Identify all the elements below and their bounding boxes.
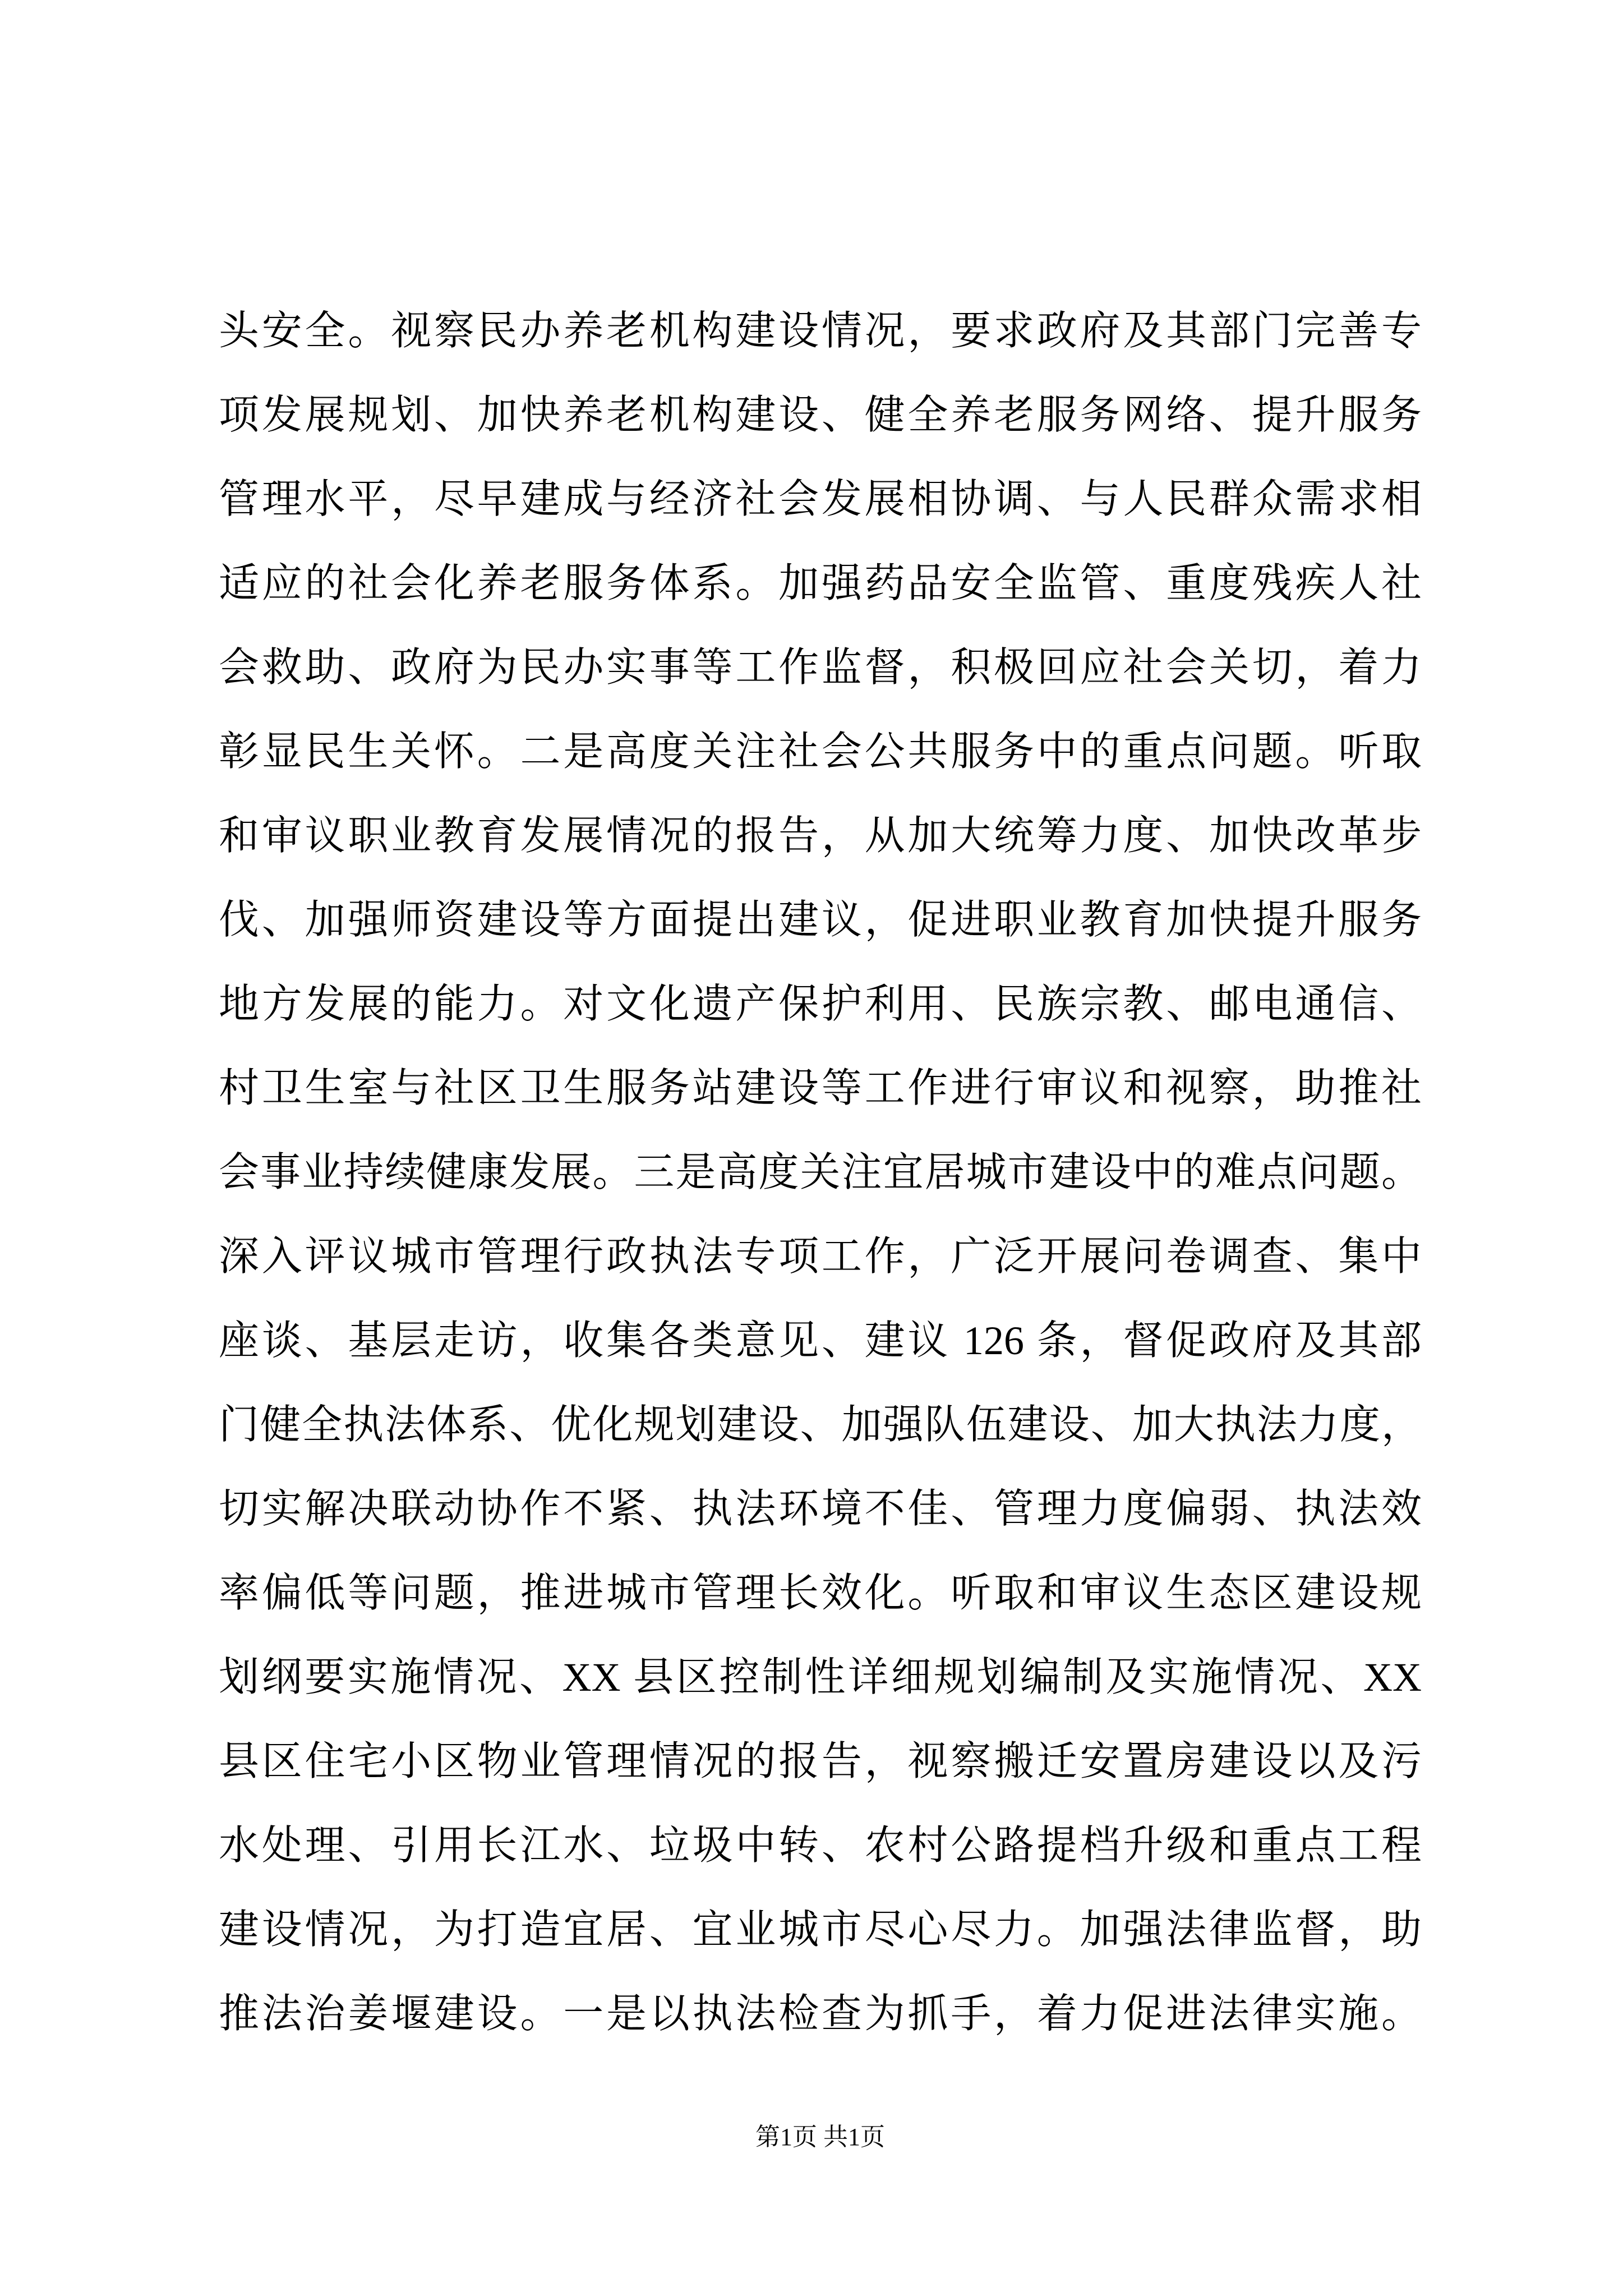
text-line: 切实解决联动协作不紧、执法环境不佳、管理力度偏弱、执法效 xyxy=(219,1487,1422,1531)
text-line: 地方发展的能力。对文化遗产保护利用、民族宗教、邮电通信、 xyxy=(219,982,1422,1027)
text-line: 水处理、引用长江水、垃圾中转、农村公路提档升级和重点工程 xyxy=(219,1823,1422,1868)
text-line: 深入评议城市管理行政执法专项工作，广泛开展问卷调查、集中 xyxy=(219,1234,1422,1279)
text-line: 管理水平，尽早建成与经济社会发展相协调、与人民群众需求相 xyxy=(219,477,1422,522)
page-number-indicator: 第1页 共1页 xyxy=(755,2123,885,2151)
text-line: 项发展规划、加快养老机构建设、健全养老服务网络、提升服务 xyxy=(219,393,1422,438)
body-text-paragraph xyxy=(219,289,1422,2056)
text-line: 门健全执法体系、优化规划建设、加强队伍建设、加大执法力度， xyxy=(219,1402,1422,1447)
text-line: 和审议职业教育发展情况的报告，从加大统筹力度、加快改革步 xyxy=(219,813,1422,858)
text-line: 县区住宅小区物业管理情况的报告，视察搬迁安置房建设以及污 xyxy=(219,1739,1422,1784)
text-line: 彰显民生关怀。二是高度关注社会公共服务中的重点问题。听取 xyxy=(219,729,1422,774)
text-line: 率偏低等问题，推进城市管理长效化。听取和审议生态区建设规 xyxy=(219,1571,1422,1616)
text-line: 会救助、政府为民办实事等工作监督，积极回应社会关切，着力 xyxy=(219,645,1422,690)
text-line: 会事业持续健康发展。三是高度关注宜居城市建设中的难点问题。 xyxy=(219,1150,1422,1195)
text-line: 推法治姜堰建设。一是以执法检查为抓手，着力促进法律实施。 xyxy=(219,1991,1422,2036)
text-line: 划纲要实施情况、XX 县区控制性详细规划编制及实施情况、XX xyxy=(219,1655,1422,1700)
text-line: 头安全。视察民办养老机构建设情况，要求政府及其部门完善专 xyxy=(219,309,1422,353)
text-line: 建设情况，为打造宜居、宜业城市尽心尽力。加强法律监督，助 xyxy=(219,1907,1422,1952)
text-line: 座谈、基层走访，收集各类意见、建议 126 条，督促政府及其部 xyxy=(219,1318,1422,1363)
text-line: 适应的社会化养老服务体系。加强药品安全监管、重度残疾人社 xyxy=(219,561,1422,606)
text-line: 村卫生室与社区卫生服务站建设等工作进行审议和视察，助推社 xyxy=(219,1066,1422,1111)
text-line: 伐、加强师资建设等方面提出建议，促进职业教育加快提升服务 xyxy=(219,898,1422,942)
page-footer xyxy=(219,2120,1422,2154)
